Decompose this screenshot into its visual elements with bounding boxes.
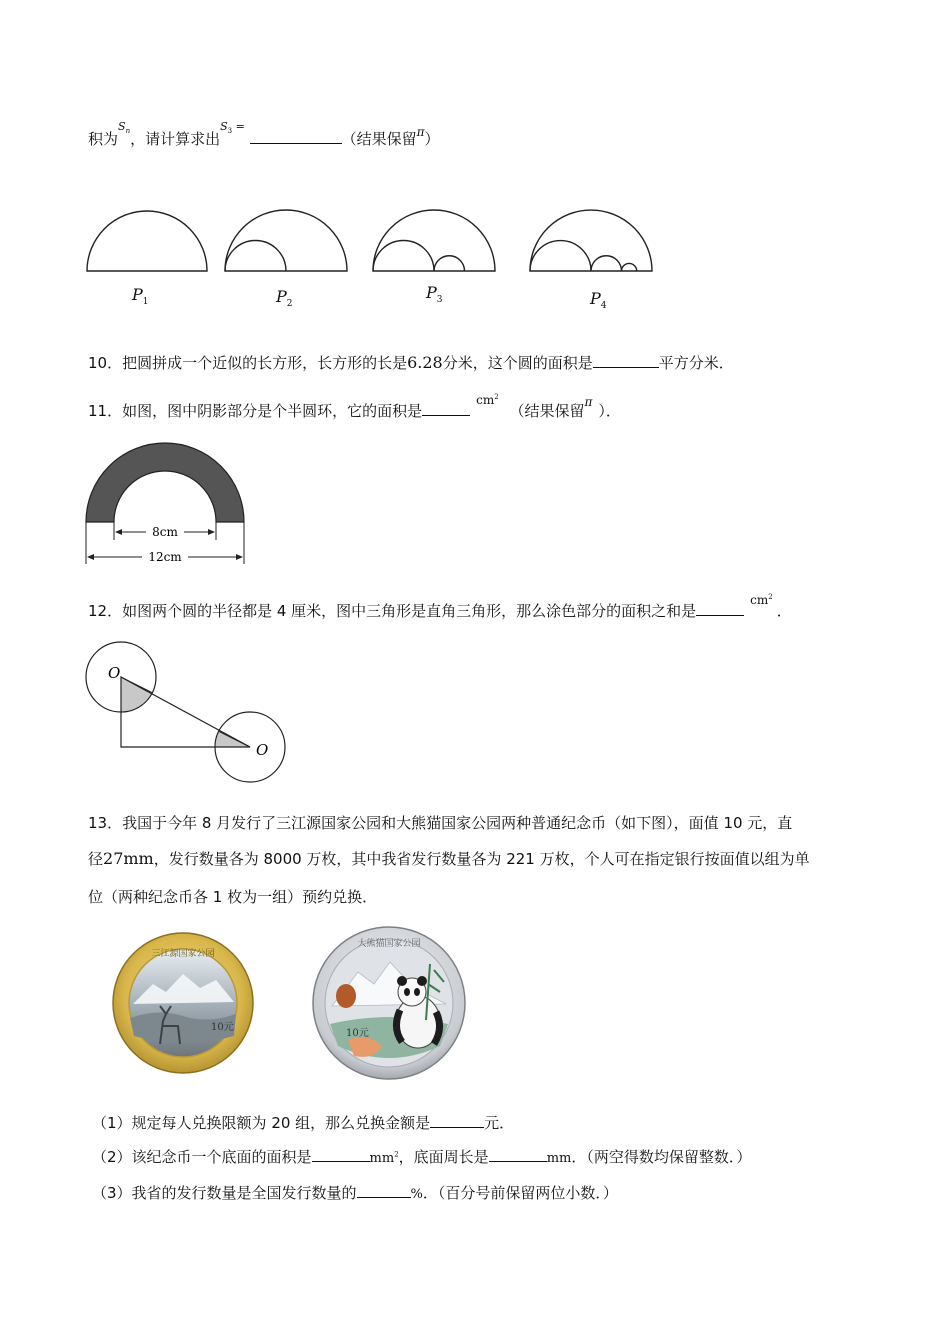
q11-text-c: ）． (598, 402, 621, 420)
two-circles-triangle-figure (80, 636, 300, 796)
p4-inner-semicircle-3 (622, 263, 637, 271)
label-o-top: O (108, 664, 121, 682)
coin2-title-text: 大熊猫国家公园 (357, 939, 421, 949)
q13-line2-b: ，发行数量各为 8000 万枚，其中我省发行数量各为 221 万枚，个人可在指定银行按面值以组为单 (153, 850, 810, 868)
q13-sub2-area-blank[interactable] (312, 1147, 370, 1162)
q13-sub2-unit1: mm (369, 1151, 395, 1166)
q13-sub2-line (92, 1146, 751, 1167)
q13-sub3-text-a: （3）我省的发行数量是全国发行数量的 (92, 1184, 357, 1202)
shaded-sector-top (121, 677, 152, 712)
q9-tail-line (88, 120, 440, 149)
q13-sub2-text-c: ．（两空得数均保留整数．） (571, 1148, 752, 1166)
q13-sub1-answer-blank[interactable] (430, 1113, 484, 1128)
coin2-panda-ear-right (417, 976, 427, 986)
q9-s3-symbol: S (220, 120, 228, 133)
p3-inner-semicircle-2 (434, 256, 465, 271)
p4-inner-semicircle-2 (591, 256, 622, 271)
q9-sn-symbol: S (118, 120, 126, 133)
shaded-semi-ring (86, 443, 244, 522)
q11-answer-blank[interactable] (422, 401, 470, 416)
p2-outer-semicircle (225, 210, 347, 271)
label-p4: $P_4$ (590, 289, 607, 312)
q11-text-a: 11．如图，图中阴影部分是个半圆环，它的面积是 (88, 402, 423, 420)
q11-pi: π (584, 395, 593, 409)
p3-outer-semicircle (373, 210, 495, 271)
q9-prefix: 积为 (88, 130, 119, 148)
semi-annulus-figure (80, 440, 260, 570)
q11-unit-exp: 2 (494, 393, 499, 401)
q12-text-a: 12．如图两个圆的半径都是 4 厘米，图中三角形是直角三角形，那么涂色部分的面积之和是 (88, 602, 697, 620)
coin2-panda-eye-right (414, 988, 420, 996)
coin2-red-panda (336, 984, 356, 1008)
q9-answer-blank[interactable] (250, 129, 342, 144)
coin1-title-text: 三江源国家公园 (151, 949, 215, 959)
q11-line (88, 393, 621, 421)
inner-diameter-label: 8cm (152, 525, 178, 539)
q12-unit: cm (750, 593, 769, 607)
outer-diameter-label: 12cm (148, 550, 182, 564)
q10-value: 6.28 (407, 353, 443, 372)
coin-giant-panda-image (308, 924, 470, 1084)
q13-line2-a: 径 (88, 850, 104, 868)
q13-sub3-line (92, 1182, 618, 1203)
coin1-face-value: 10元 (211, 1022, 234, 1033)
label-p3: $P_3$ (426, 283, 443, 306)
q13-sub1-text-a: （1）规定每人兑换限额为 20 组，那么兑换金额是 (92, 1114, 431, 1132)
q13-line2 (88, 848, 810, 869)
q12-line (88, 593, 792, 621)
q11-text-b: （结果保留 (509, 402, 585, 420)
q13-line1: 13．我国于今年 8 月发行了三江源国家公园和大熊猫国家公园两种普通纪念币（如下图），面值 10 元，直 (88, 814, 793, 832)
label-p1: $P_1$ (132, 285, 149, 308)
q9-s3-sub: 3 (227, 127, 233, 136)
p4-outer-semicircle (530, 210, 652, 271)
coin2-panda-eye-left (404, 988, 410, 996)
q12-unit-exp: 2 (768, 593, 773, 601)
q10-line (88, 352, 734, 373)
outer-dim-arrow-right (236, 554, 243, 560)
inner-dim-arrow-right (208, 529, 215, 535)
q13-sub1-text-b: 元． (484, 1114, 515, 1132)
p4-inner-semicircle-1 (530, 241, 591, 271)
q9-suffix: （结果保留 (341, 130, 417, 148)
coin2-panda-ear-left (397, 976, 407, 986)
q10-answer-blank[interactable] (593, 353, 659, 368)
q13-sub2-unit2: mm (546, 1151, 572, 1166)
coin2-face-value: 10元 (346, 1028, 369, 1039)
q12-answer-blank[interactable] (696, 601, 744, 616)
q13-sub2-text-b: ，底面周长是 (398, 1148, 489, 1166)
q13-sub3-text-b: ．（百分号前保留两位小数．） (422, 1184, 618, 1202)
q13-sub2-perimeter-blank[interactable] (489, 1147, 547, 1162)
q9-mid: ，请计算求出 (130, 130, 221, 148)
p2-inner-semicircle (225, 241, 286, 272)
q13-sub1-line (92, 1112, 514, 1133)
q12-text-b: ． (776, 602, 792, 620)
inner-dim-arrow-left (115, 529, 122, 535)
q10-text-c: 平方分米． (658, 354, 734, 372)
q9-sn-sub: n (125, 127, 131, 136)
q13-sub2-unit1-exp: 2 (394, 1150, 399, 1159)
q13-sub3-answer-blank[interactable] (357, 1183, 411, 1198)
label-o-right: O (256, 741, 269, 759)
coin-sanjiangyuan-image (108, 926, 258, 1082)
q13-sub3-unit: % (410, 1187, 423, 1202)
p1-semicircle (87, 211, 207, 271)
q13-sub2-text-a: （2）该纪念币一个底面的面积是 (92, 1148, 312, 1166)
q10-text-b: 分米，这个圆的面积是 (442, 354, 593, 372)
q9-eq: = (235, 120, 245, 133)
q9-pi: π (416, 125, 425, 139)
q13-diameter-value: 27mm (103, 849, 154, 868)
q13-line3: 位（两种纪念币各 1 枚为一组）预约兑换． (88, 888, 378, 906)
q11-unit: cm (476, 393, 495, 407)
right-triangle (121, 677, 250, 747)
label-p2: $P_2$ (276, 287, 293, 310)
q9-close: ） (424, 130, 440, 148)
p3-inner-semicircle-1 (373, 241, 434, 272)
q10-text-a: 10．把圆拼成一个近似的长方形，长方形的长是 (88, 354, 408, 372)
outer-dim-arrow-left (87, 554, 94, 560)
